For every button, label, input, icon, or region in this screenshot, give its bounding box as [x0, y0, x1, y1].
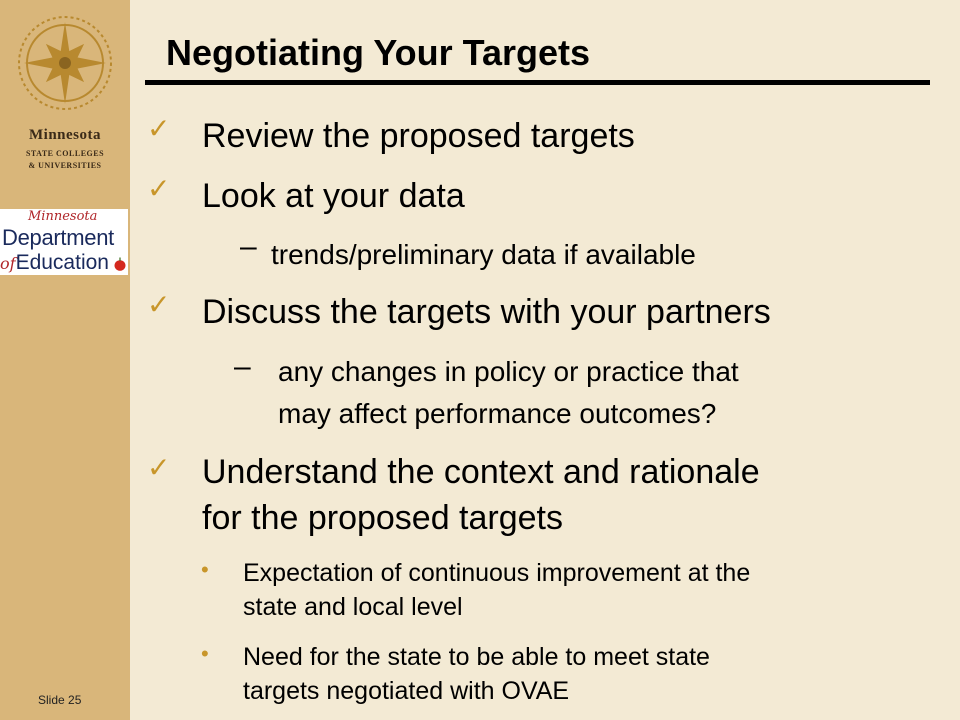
bullet-4-point-1-line1: Expectation of continuous improvement at the — [243, 559, 751, 587]
bullet-2-sub: trends/preliminary data if available — [271, 239, 696, 270]
mnscu-name: Minnesota — [29, 127, 101, 143]
check-icon: ✓ — [147, 288, 171, 321]
bullet-3: Discuss the targets with your partners — [202, 293, 771, 331]
bullet-3-sub-line1: any changes in policy or practice that — [278, 356, 739, 387]
bullet-1: Review the proposed targets — [202, 117, 635, 155]
dash-marker: – — [234, 350, 251, 383]
check-icon: ✓ — [147, 112, 171, 145]
bullet-4-point-1-line2: state and local level — [243, 593, 463, 621]
mde-logo — [0, 209, 128, 275]
mde-education-line — [0, 251, 109, 275]
mde-department: Department — [2, 225, 114, 250]
bullet-4-point-2-line1: Need for the state to be able to meet state — [243, 643, 710, 671]
mnscu-star-logo — [12, 10, 118, 116]
bullet-4-line2: for the proposed targets — [202, 499, 564, 537]
bullet-4-point-2-line2: targets negotiated with OVAE — [243, 677, 570, 705]
apple-icon — [114, 257, 126, 271]
bullet-dot: • — [201, 557, 209, 582]
mde-script-name: Minnesota — [28, 209, 98, 224]
bullet-3-sub-line2: may affect performance outcomes? — [278, 398, 717, 429]
bullet-2: Look at your data — [202, 177, 465, 215]
dash-marker: – — [240, 230, 257, 263]
slide-title: Negotiating Your Targets — [166, 32, 591, 73]
mnscu-subtitle-2: & UNIVERSITIES — [28, 161, 102, 170]
title-underline — [145, 80, 930, 85]
slide-number: Slide 25 — [38, 693, 82, 707]
check-icon: ✓ — [147, 172, 171, 205]
bullet-4-line1: Understand the context and rationale — [202, 453, 760, 491]
mde-education: Education — [15, 251, 109, 274]
sidebar — [0, 0, 130, 720]
check-icon: ✓ — [147, 451, 171, 484]
mnscu-subtitle-1: STATE COLLEGES — [25, 149, 105, 158]
mde-of: of — [0, 254, 16, 273]
bullet-dot: • — [201, 641, 209, 666]
